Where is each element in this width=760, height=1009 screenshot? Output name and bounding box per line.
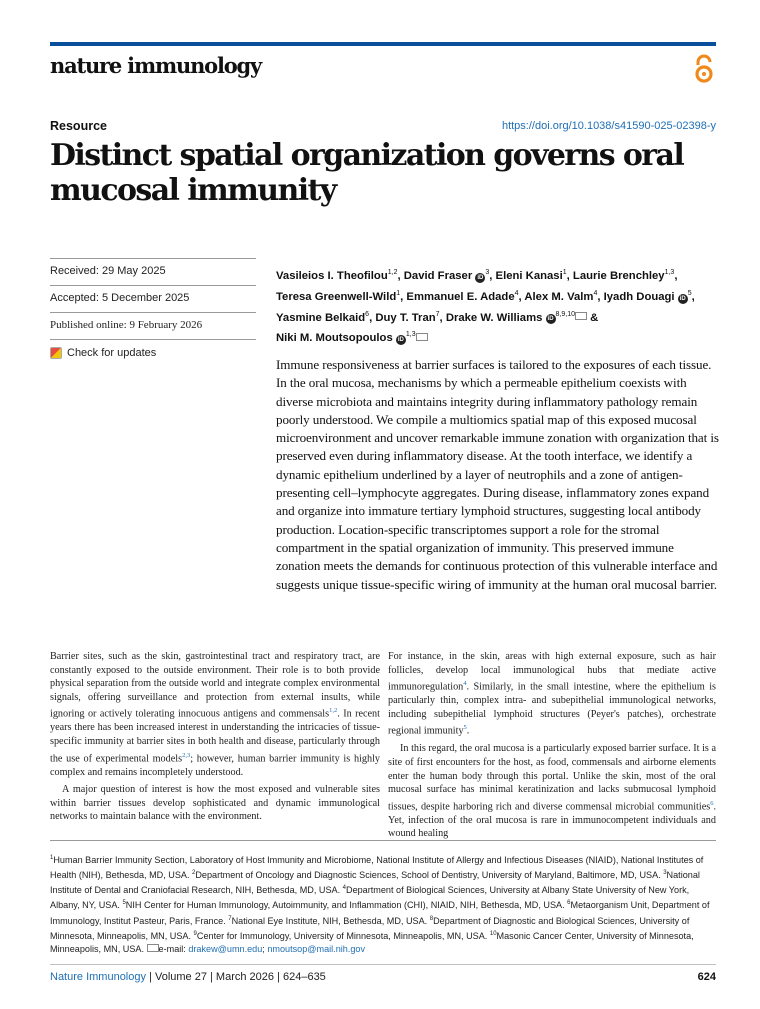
author-name: Alex M. Valm [524, 290, 594, 303]
author-list: Vasileios I. Theofilou$^{1,2}$, David Fraser $iD^3$, Eleni Kanasi$^1$, Laurie Brenchley$^{1,3}$, Teresa Greenwell-Wild$^1$, Emmanuel E. Adade$^4$, Alex M. Valm$^4$, Iyadh Douagi $iD^5$, Yasmine Belkaid$^6$, Duy T. Tran$^7$, Drake W. Williams iD$^{8,9,10}$ & Niki M. Moutsopoulos iD$^{1,3}$ [276, 269, 695, 345]
affiliations-rule [50, 840, 716, 841]
check-updates-label: Check for updates [67, 347, 157, 359]
email-icon[interactable] [416, 333, 428, 341]
article-history [50, 258, 256, 366]
citation-link[interactable]: 4 [463, 680, 467, 688]
page-number: 624 [697, 971, 716, 983]
orcid-icon[interactable]: iD [547, 316, 554, 323]
top-rule [50, 42, 716, 46]
author-name: Iyadh Douagi [603, 290, 675, 303]
orcid-icon[interactable]: iD [679, 295, 686, 302]
author-name: Emmanuel E. Adade [406, 290, 515, 303]
author-name: Niki M. Moutsopoulos [276, 332, 393, 345]
journal-name: nature immunology [50, 53, 262, 78]
author-name: Drake W. Williams [445, 311, 543, 324]
paragraph: Barrier sites, such as the skin, gastrointestinal tract and respiratory tract, are constantly exposed to the outside environment. Their role is to both provide physical separation from the outside world and integrate complex environmental signals, offering surveillance and protection from external insults, while ignoring or actively tolerating innocuous antigens and commensals$^{1,2}$. In recent years there has been increased interest in understanding the intricacies of tissue-specific immunity at barrier sites in both health and disease, particularly through the use of experimental models$^{2,3}$; however, human barrier immunity is highly complex and remains incompletely understood. [50, 651, 380, 778]
body-column-right [388, 650, 716, 841]
orcid-icon[interactable]: iD [397, 337, 404, 344]
abstract: Immune responsiveness at barrier surfaces is tailored to the exposures of each tissue. In the oral mucosa, mechanisms by which a permeable epithelium coexists with diverse microbiota and maintains integrity during inflammatory pathology remain poorly understood. We compile a multiomics spatial map of this exposed mucosal microenvironment and uncover remarkable immune zonation with organization that is preserved even during inflammatory disease. At the tooth interface, we identify a dynamic epithelium underlined by a layer of neutrophils and a zone of antigen-presenting cell–lymphocyte aggregates. During disease, inflammatory zones expand and organize into immature tertiary lymphoid structures, suggesting local antibody production. Location-specific transcriptomes support a role for the stromal compartment in the spatial organization of immunity. This preserved immune zonation meets the demands for continuous protection of this vulnerable interface and suggests unique tissue-specific wiring of immunity at the human oral mucosal barrier. [276, 357, 719, 592]
citation-link[interactable]: 5 [463, 724, 467, 732]
citation-link[interactable]: 6 [710, 799, 714, 807]
accepted-date: Accepted: 5 December 2025 [50, 292, 190, 304]
email-link[interactable]: nmoutsop@mail.nih.gov [267, 943, 366, 954]
author-name: David Fraser [403, 269, 473, 282]
email-icon [147, 944, 159, 952]
article-type: Resource [50, 119, 107, 133]
body-column-left [50, 650, 380, 824]
email-icon[interactable] [575, 312, 587, 320]
author-name: Eleni Kanasi [495, 269, 563, 282]
citation-link[interactable]: 1,2 [329, 707, 338, 715]
paragraph: A major question of interest is how the most exposed and vulnerable sites within barrier tissues develop sophisticated and dynamic immunological networks to maintain balance with the environment. [50, 784, 380, 823]
author-name: Laurie Brenchley [572, 269, 665, 282]
author-name: Teresa Greenwell-Wild [276, 290, 397, 303]
paragraph: For instance, in the skin, areas with high external exposure, such as hair follicles, develop local immunological hubs that mediate active immunoregulation$^4$. Similarly, in the small intestine, where the epithelium is particularly thin, complex intra- and subepithelial immunological networks, including subepithelial lymphoid structures (Peyer's patches), orchestrate regional immunity$^5$. [388, 651, 716, 737]
doi-link[interactable]: https://doi.org/10.1038/s41590-025-02398-y [501, 120, 716, 132]
email-link[interactable]: drakew@umn.edu [188, 943, 263, 954]
footer-citation: Nature Immunology | Volume 27 | March 2026 | 624–635 [50, 971, 326, 983]
citation-link[interactable]: 2,3 [182, 751, 191, 759]
author-name: Duy T. Tran [375, 311, 436, 324]
received-date: Received: 29 May 2025 [50, 265, 166, 277]
check-updates-icon [50, 347, 62, 359]
article-title: Distinct spatial organization governs oral mucosal immunity [50, 138, 684, 208]
check-updates-button[interactable] [50, 340, 256, 366]
author-name: Yasmine Belkaid [276, 311, 366, 324]
open-access-icon [693, 54, 715, 84]
published-date: Published online: 9 February 2026 [50, 319, 203, 331]
footer-rule [50, 964, 716, 965]
paragraph: In this regard, the oral mucosa is a particularly exposed barrier surface. It is a site of first encounters for the host, as food, commensals and airborne elements enter the human body through this portal. Unlike the skin, most of the oral mucosal surface has minimal keratinization and lacks submucosal lymphoid tissues, despite harboring rich and diverse commensal microbial communities$^6$. Yet, infection of the oral mucosa is rare in immunocompetent individuals and wound healing [388, 743, 716, 840]
footer-journal-link[interactable]: Nature Immunology [50, 971, 146, 983]
orcid-icon[interactable]: iD [477, 274, 484, 281]
affiliations: $^1$Human Barrier Immunity Section, Laboratory of Host Immunity and Microbiome, National Institute of Allergy and Infectious Diseases (NIAID), National Institutes of Health (NIH), Bethesda, MD, USA. $^2$Department of Oncology and Diagnostic Sciences, School of Dentistry, University of Maryland, Baltimore, MD, USA. $^3$National Institute of Dental and Craniofacial Research, NIH, Bethesda, MD, USA. $^4$Department of Biological Sciences, University at Albany State University of New York, Albany, NY, USA. $^5$NIH Center for Human Immunology, Autoimmunity, and Inflammation (CHI), NIAID, NIH, Bethesda, MD, USA. $^6$Metaorganism Unit, Department of Immunology, Institut Pasteur, Paris, France. $^7$National Eye Institute, NIH, Bethesda, MD, USA. $^8$Department of Diagnostic and Biological Sciences, University of Minnesota, Minneapolis, MN, USA. $^9$Center for Immunology, University of Minnesota, Minneapolis, MN, USA. $^{10}$Masonic Cancer Center, University of Minnesota, Minneapolis, MN, USA. e-mail: drakew@umn.edu; nmoutsop@mail.nih.gov [50, 855, 710, 954]
author-name: Vasileios I. Theofilou [276, 269, 388, 282]
